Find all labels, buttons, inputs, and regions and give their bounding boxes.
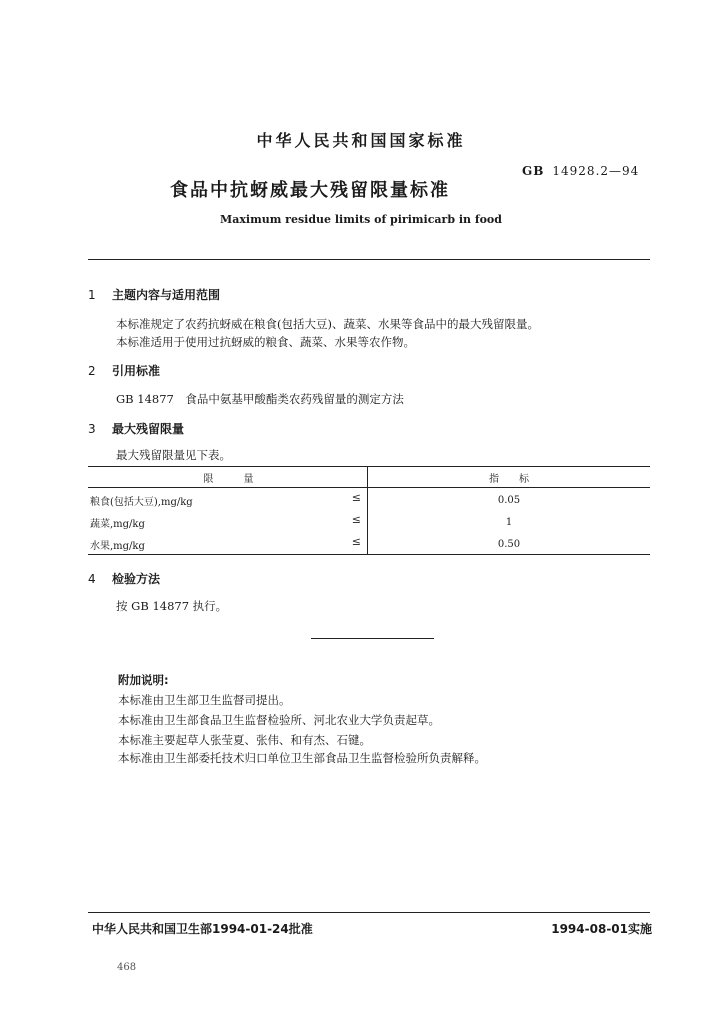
national-standard-heading: 中华人民共和国国家标准 [256, 131, 466, 150]
standard-code-prefix: GB [522, 164, 545, 178]
table-cell-value: 1 [368, 510, 651, 532]
document-title: 食品中抗蚜威最大残留限量标准 [170, 180, 450, 201]
section-2-title: 引用标准 [112, 364, 161, 378]
standard-code [522, 164, 639, 178]
table-header-index: 指 标 [368, 467, 651, 488]
table-row [88, 488, 650, 511]
approval-statement: 中华人民共和国卫生部1994-01-24批准 [92, 922, 313, 936]
table-cell-value: 0.05 [368, 488, 651, 511]
section-1-number: 1 [88, 288, 96, 302]
end-of-text-rule [311, 638, 434, 639]
section-1-heading [88, 286, 220, 303]
notes-heading: 附加说明: [118, 673, 169, 687]
table-cell-item [88, 532, 368, 555]
english-title: Maximum residue limits of pirimicarb in food [220, 213, 502, 226]
table-cell-operator: ≤ [351, 491, 361, 504]
section-4-title: 检验方法 [112, 572, 161, 586]
table-header-row [88, 467, 650, 488]
note-line: 本标准由卫生部委托技术归口单位卫生部食品卫生监督检验所负责解释。 [118, 751, 486, 765]
top-rule [88, 259, 650, 260]
section-1-paragraph-2: 本标准适用于使用过抗蚜威的粮食、蔬菜、水果等农作物。 [116, 335, 415, 349]
table-cell-operator: ≤ [351, 513, 361, 526]
section-3-heading [88, 420, 184, 437]
table-row [88, 510, 650, 532]
section-4-heading [88, 570, 160, 587]
table-cell-item-text: 粮食(包括大豆),mg/kg [90, 496, 193, 508]
note-line: 本标准主要起草人张莹夏、张伟、和有杰、石键。 [118, 733, 371, 747]
note-line: 本标准由卫生部食品卫生监督检验所、河北农业大学负责起草。 [118, 713, 440, 727]
table-header-limit: 限 量 [88, 467, 368, 488]
section-3-title: 最大残留限量 [112, 422, 185, 436]
note-line: 本标准由卫生部卫生监督司提出。 [118, 693, 291, 707]
section-1-paragraph-1: 本标准规定了农药抗蚜威在粮食(包括大豆)、蔬菜、水果等食品中的最大残留限量。 [116, 317, 539, 331]
residue-limits-table [88, 466, 650, 555]
table-cell-operator: ≤ [351, 535, 361, 548]
section-2-heading [88, 362, 160, 379]
table-cell-item-text: 蔬菜,mg/kg [90, 518, 145, 530]
section-2-paragraph-1: GB 14877 食品中氨基甲酸酯类农药残留量的测定方法 [116, 392, 404, 406]
effective-date: 1994-08-01实施 [551, 922, 652, 936]
table-cell-item-text: 水果,mg/kg [90, 540, 145, 552]
section-3-paragraph-1: 最大残留限量见下表。 [116, 448, 231, 462]
section-4-number: 4 [88, 572, 96, 586]
page-number: 468 [117, 962, 137, 973]
section-4-paragraph-1: 按 GB 14877 执行。 [116, 599, 228, 613]
table-cell-item [88, 510, 368, 532]
bottom-rule [88, 912, 650, 913]
section-1-title: 主题内容与适用范围 [112, 288, 221, 302]
standard-code-number: 14928.2—94 [552, 164, 640, 178]
section-3-number: 3 [88, 422, 96, 436]
section-2-number: 2 [88, 364, 96, 378]
table-row [88, 532, 650, 555]
table-cell-item [88, 488, 368, 511]
table-cell-value: 0.50 [368, 532, 651, 555]
